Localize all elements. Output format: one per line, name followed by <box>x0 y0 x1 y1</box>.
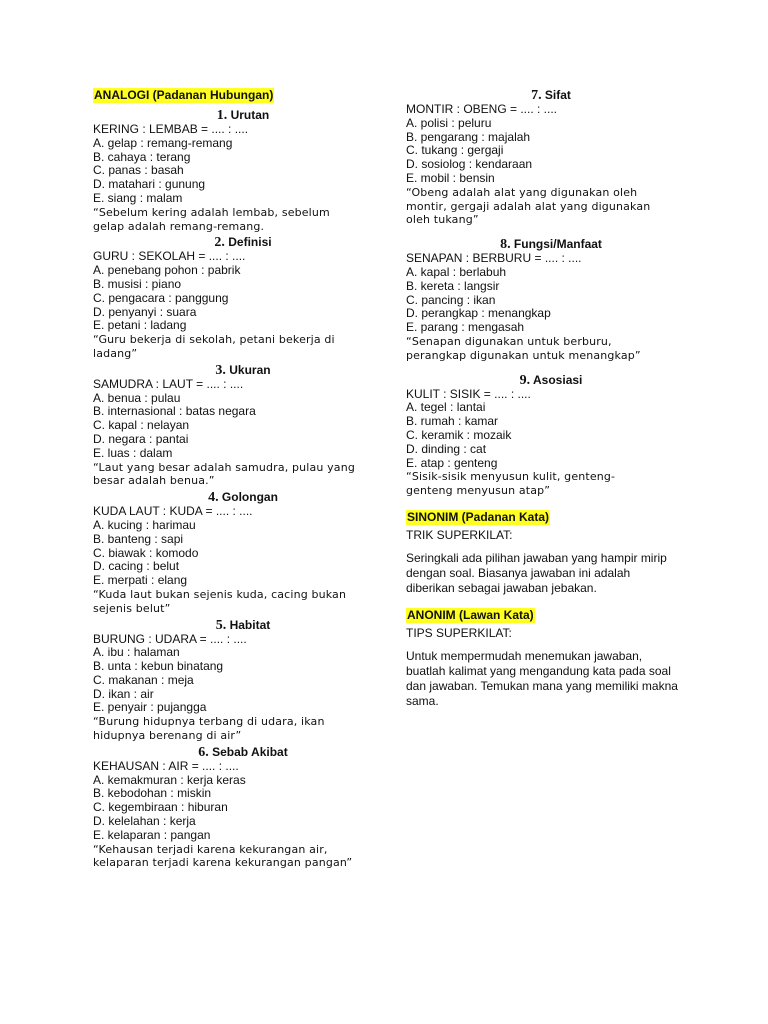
option-e: E. penyair : pujangga <box>93 700 207 715</box>
section-title <box>406 373 696 388</box>
section-5 <box>93 618 393 743</box>
question: KERING : LEMBAB = .... : .... <box>93 122 249 136</box>
question: GURU : SEKOLAH = .... : .... <box>93 249 246 264</box>
option-d: D. penyanyi : suara <box>93 304 197 319</box>
question: SENAPAN : BERBURU = .... : .... <box>406 251 582 266</box>
section-number: 2. <box>214 235 225 251</box>
option-c: C. biawak : komodo <box>93 545 199 560</box>
section-title <box>93 235 393 250</box>
section-title-text: Ukuran <box>229 362 271 377</box>
section-number: 7. <box>531 88 542 103</box>
option-c: C. panas : basah <box>93 163 184 178</box>
section-number: 6. <box>198 744 209 760</box>
option-e: E. mobil : bensin <box>406 170 495 185</box>
option-b: B. banteng : sapi <box>93 531 184 546</box>
question: KEHAUSAN : AIR = .... : .... <box>93 758 239 773</box>
sections-left <box>93 108 393 870</box>
question: MONTIR : OBENG = .... : .... <box>406 102 558 116</box>
option-b: B. unta : kebun binatang <box>93 659 224 674</box>
section-9 <box>406 373 696 498</box>
option-c: C. kegembiraan : hiburan <box>93 800 228 815</box>
antonim-subheading: TIPS SUPERKILAT: <box>406 625 512 640</box>
explanation-note: “Sebelum kering adalah lembab, sebelum gelap adalah remang-remang. <box>93 205 330 233</box>
section-title <box>406 88 696 103</box>
option-c: C. pancing : ikan <box>406 292 496 307</box>
option-a: A. penebang pohon : pabrik <box>93 263 241 278</box>
sinonim-subheading: TRIK SUPERKILAT: <box>406 527 513 542</box>
option-d: D. dinding : cat <box>406 441 487 456</box>
explanation-note: “Laut yang besar adalah samudra, pulau yang besar adalah benua.” <box>93 460 355 488</box>
section-title <box>93 745 393 760</box>
section-7 <box>406 88 696 227</box>
section-title-text: Golongan <box>221 490 278 505</box>
option-c: C. pengacara : panggung <box>93 290 229 305</box>
question: SAMUDRA : LAUT = .... : .... <box>93 376 244 391</box>
option-a: A. gelap : remang-remang <box>93 135 233 150</box>
option-c: C. kapal : nelayan <box>93 418 190 433</box>
option-d: D. sosiolog : kendaraan <box>406 157 533 172</box>
option-b: B. pengarang : majalah <box>406 129 531 144</box>
section-2 <box>93 235 393 360</box>
section-4 <box>93 490 393 615</box>
option-e: E. siang : malam <box>93 190 183 205</box>
option-e: E. parang : mengasah <box>406 320 525 335</box>
option-a: A. polisi : peluru <box>406 115 492 130</box>
sinonim-text: Seringkali ada pilihan jawaban yang hampir mirip dengan soal. Biasanya jawaban ini adalah diberikan sebagai jawaban jebakan. <box>406 550 667 595</box>
section-title <box>93 108 393 123</box>
section-title <box>406 237 696 252</box>
section-number: 1. <box>216 108 228 123</box>
section-title-text: Definisi <box>228 235 272 250</box>
section-number: 4. <box>208 490 219 506</box>
explanation-note: “Burung hidupnya terbang di udara, ikan hidupnya berenang di air” <box>93 715 325 743</box>
explanation-note: “Kuda laut bukan sejenis kuda, cacing bukan sejenis belut” <box>93 587 347 615</box>
antonim-text: Untuk mempermudah menemukan jawaban, buatlah kalimat yang mengandung kata pada soal dan jawaban. Temukan mana yang memiliki makna sama. <box>406 648 678 708</box>
section-1 <box>93 108 393 233</box>
section-title-text: Fungsi/Manfaat <box>513 237 602 252</box>
section-title <box>93 363 393 378</box>
option-d: D. cacing : belut <box>93 559 180 574</box>
option-b: B. cahaya : terang <box>93 149 191 164</box>
section-number: 5. <box>215 617 227 633</box>
section-title <box>93 490 393 505</box>
option-a: A. ibu : halaman <box>93 645 180 660</box>
question: BURUNG : UDARA = .... : .... <box>93 631 247 646</box>
explanation-note: “Guru bekerja di sekolah, petani bekerja di ladang” <box>93 333 335 360</box>
question: KULIT : SISIK = .... : .... <box>406 386 531 401</box>
right-column <box>406 86 696 709</box>
question: KUDA LAUT : KUDA = .... : .... <box>93 504 253 519</box>
section-title-text: Habitat <box>229 617 271 632</box>
option-b: B. musisi : piano <box>93 276 182 291</box>
option-a: A. benua : pulau <box>93 390 181 405</box>
option-d: D. negara : pantai <box>93 431 189 446</box>
section-title-text: Urutan <box>230 108 270 122</box>
option-c: C. makanan : meja <box>93 672 194 687</box>
section-number: 3. <box>215 362 226 378</box>
section-title-text: Sifat <box>544 88 571 102</box>
option-a: A. kapal : berlabuh <box>406 264 507 279</box>
option-b: B. internasional : batas negara <box>93 404 256 419</box>
option-a: A. kemakmuran : kerja keras <box>93 772 246 787</box>
option-a: A. tegel : lantai <box>406 400 486 415</box>
option-e: E. kelaparan : pangan <box>93 827 211 842</box>
explanation-note: “Obeng adalah alat yang digunakan oleh montir, gergaji adalah alat yang digunakan oleh tukang” <box>406 185 651 227</box>
left-column <box>93 86 393 870</box>
section-title-text: Sebab Akibat <box>212 744 288 759</box>
option-a: A. kucing : harimau <box>93 517 196 532</box>
option-b: B. rumah : kamar <box>406 414 499 429</box>
section-title-text: Asosiasi <box>533 372 583 387</box>
explanation-note: “Kehausan terjadi karena kekurangan air, kelaparan terjadi karena kekurangan pangan” <box>93 842 353 870</box>
antonim-heading: ANONIM (Lawan Kata) <box>407 607 534 622</box>
option-e: E. petani : ladang <box>93 318 187 333</box>
option-d: D. ikan : air <box>93 686 154 701</box>
option-e: E. atap : genteng <box>406 455 498 470</box>
analogi-heading: ANALOGI (Padanan Hubungan) <box>94 88 274 102</box>
option-b: B. kebodohan : miskin <box>93 786 212 801</box>
sinonim-heading: SINONIM (Padanan Kata) <box>407 509 550 524</box>
section-3 <box>93 363 393 488</box>
option-c: C. tukang : gergaji <box>406 143 504 158</box>
section-number: 9. <box>519 372 531 388</box>
option-e: E. merpati : elang <box>93 573 188 588</box>
sections-right <box>406 88 696 498</box>
option-c: C. keramik : mozaik <box>406 427 512 442</box>
option-e: E. luas : dalam <box>93 445 173 460</box>
option-b: B. kereta : langsir <box>406 278 500 293</box>
option-d: D. matahari : gunung <box>93 177 206 192</box>
section-6 <box>93 745 393 870</box>
section-title <box>93 618 393 633</box>
section-number: 8. <box>500 237 511 253</box>
section-8 <box>406 237 696 362</box>
option-d: D. perangkap : menangkap <box>406 306 551 321</box>
explanation-note: “Sisik-sisik menyusun kulit, genteng-genteng menyusun atap” <box>406 470 616 498</box>
explanation-note: “Senapan digunakan untuk berburu, perangkap digunakan untuk menangkap” <box>406 334 641 362</box>
option-d: D. kelelahan : kerja <box>93 814 196 829</box>
